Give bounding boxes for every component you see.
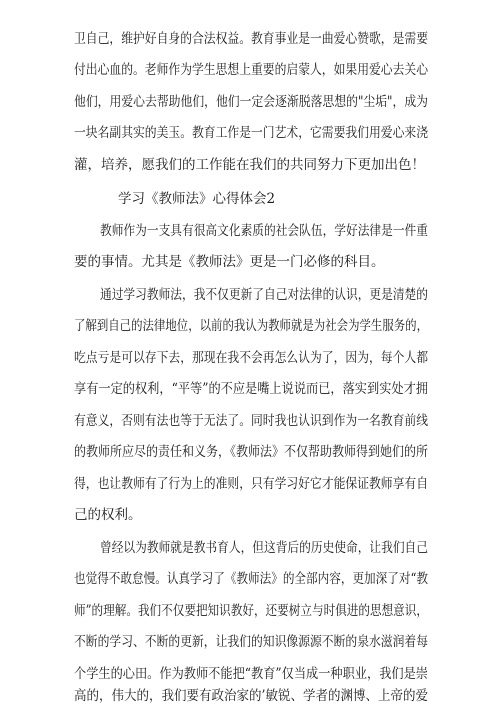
line-text: 吃点亏是可以存下去，那现在我不会再怎么认为了，因为，每个人都 — [74, 350, 429, 366]
text-line — [0, 29, 500, 49]
line-text: 灌，培养，愿我们的工作能在我们的共同努力下更加出色！ — [74, 157, 425, 173]
text-line — [0, 379, 500, 399]
line-text: 师”的理解。我们不仅要把知识教好，还要树立与时俱进的思想意识， — [74, 603, 428, 619]
text-line — [0, 155, 500, 175]
text-line — [0, 569, 500, 589]
line-text: 享有一定的权利，“平等”的不应是嘴上说说而已，落实到实处才拥 — [74, 381, 429, 397]
line-text: 了解到自己的法律地位，以前的我认为教师就是为社会为学生服务的， — [74, 318, 429, 334]
line-text: 要的事情。尤其是《教师法》更是一门必修的科目。 — [74, 254, 385, 270]
text-line — [0, 285, 500, 305]
text-line — [0, 538, 500, 558]
line-text: 卫自己，维护好自身的合法权益。教育事业是一曲爱心赞歌，是需要 — [74, 31, 429, 47]
section-heading — [0, 189, 500, 209]
text-line — [0, 601, 500, 621]
text-line — [0, 474, 500, 494]
text-line — [0, 60, 500, 80]
text-line — [0, 632, 500, 652]
text-line — [0, 123, 500, 143]
line-text: 通过学习教师法，我不仅更新了自己对法律的认识，更是清楚的 — [100, 287, 428, 303]
line-text: 付出心血的。老师作为学生思想上重要的启蒙人，如果用爱心去关心 — [74, 62, 429, 78]
line-text: 他们，用爱心去帮助他们，他们一定会逐渐脱落思想的"尘垢"，成为 — [74, 94, 428, 110]
line-text: 不断的学习、不断的更新，让我们的知识像源源不断的泉水滋润着每 — [74, 634, 429, 650]
heading-text: 学习《教师法》心得体会2 — [118, 191, 276, 207]
text-line — [0, 221, 500, 241]
text-line — [0, 442, 500, 462]
line-text: 得，也让教师有了行为上的准则，只有学习好它才能保证教师享有自 — [74, 476, 429, 492]
text-line — [0, 92, 500, 112]
text-line — [0, 664, 500, 684]
line-text: 个学生的心田。作为教师不能把“教育”仅当成一种职业，我们是崇 — [74, 666, 429, 682]
line-text: 也觉得不敢怠慢。认真学习了《教师法》的全部内容，更加深了对“教 — [74, 571, 428, 587]
line-text: 有意义，否则有法也等于无法了。同时我也认识到作为一名教育前线 — [74, 413, 429, 429]
text-line — [0, 348, 500, 368]
line-text: 高的，伟大的，我们要有政治家的’敏锐、学者的渊博、上帝的爱 — [74, 688, 429, 704]
text-line — [0, 505, 500, 525]
line-text: 曾经以为教师就是教书育人，但这背后的历史使命，让我们自己 — [100, 540, 428, 556]
text-line — [0, 411, 500, 431]
line-text: 教师作为一支具有很高文化素质的社会队伍，学好法律是一件重 — [100, 223, 428, 239]
text-line — [0, 316, 500, 336]
text-line — [0, 686, 500, 706]
text-line — [0, 252, 500, 272]
line-text: 的教师所应尽的责任和义务，《教师法》不仅帮助教师得到她们的所 — [74, 444, 429, 460]
line-text: 一块名副其实的美玉。教育工作是一门艺术，它需要我们用爱心来浇 — [74, 125, 429, 141]
line-text: 己的权利。 — [74, 507, 142, 523]
